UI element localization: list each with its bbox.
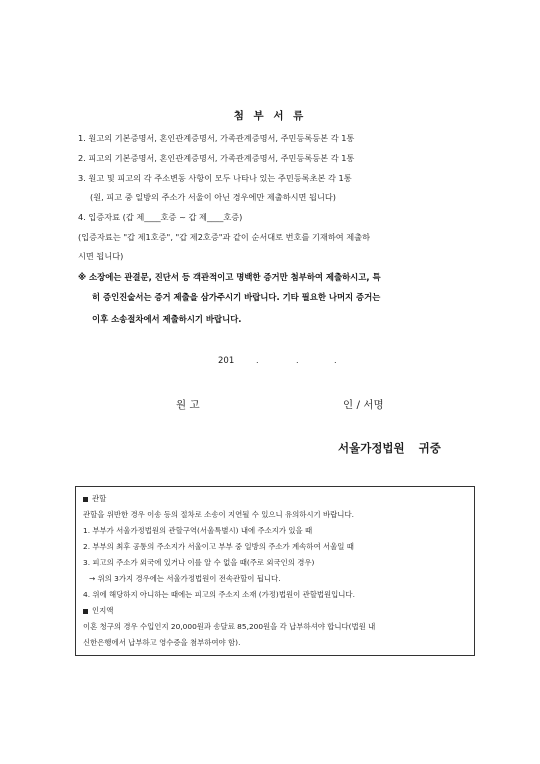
court-name: 서울가정법원: [338, 441, 405, 455]
attachment-item-4-note: (입증자료는 "갑 제1호증", "갑 제2호증"과 같이 순서대로 번호를 기재하여 제출하: [78, 232, 370, 242]
date-dot-3: .: [334, 356, 337, 365]
stamp-line-2: 신한은행에서 납부하고 영수증을 첨부하여야 함).: [83, 638, 241, 647]
attachment-item-1: 1. 원고의 기본증명서, 혼인관계증명서, 가족관계증명서, 주민등록등본 각 1통: [78, 133, 355, 143]
date-year: 201: [218, 356, 235, 366]
attachment-item-4-note-cont: 시면 됩니다): [78, 251, 124, 261]
date-dot-1: .: [256, 356, 259, 365]
jurisdiction-heading: 관할: [83, 493, 106, 504]
attachment-item-2: 2. 피고의 기본증명서, 혼인관계증명서, 가족관계증명서, 주민등록등본 각 1통: [78, 153, 355, 163]
date-dot-2: .: [296, 356, 299, 365]
info-box: [75, 486, 475, 656]
attachment-item-3: 3. 원고 및 피고의 각 주소변동 사항이 모두 나타나 있는 주민등록초본 각 1통: [78, 173, 352, 183]
court-addressee: [338, 440, 441, 456]
attachment-item-4: 4. 입증자료 (갑 제____호증 ~ 갑 제____호증): [78, 212, 243, 222]
stamp-heading: 인지액: [83, 605, 113, 616]
notice-line-1: ※ 소장에는 관결문, 진단서 등 객관적이고 명백한 증거만 첨부하여 제출하시고, 특: [78, 272, 381, 282]
jurisdiction-warning: 관할을 위반한 경우 이송 등의 절차로 소송이 지연될 수 있으니 유의하시기 바랍니다.: [83, 510, 354, 519]
jurisdiction-rule-3: 3. 피고의 주소가 외국에 있거나 이를 알 수 없을 때(주로 외국인의 경우): [83, 558, 315, 567]
notice-line-2: 히 증인진술서는 증거 제출을 삼가주시기 바랍니다. 기타 필요한 나머지 증거는: [92, 292, 381, 302]
square-bullet-icon: [83, 497, 88, 502]
attachment-item-3-note: (원, 피고 중 일방의 주소가 서울이 아닌 경우에만 제출하시면 됩니다): [90, 192, 336, 202]
filing-date: [218, 356, 337, 366]
square-bullet-icon: [83, 609, 88, 614]
jurisdiction-rule-4: 4. 위에 해당하지 아니하는 때에는 피고의 주소지 소재 (가정)법원이 관할법원입니다.: [83, 590, 355, 599]
stamp-line-1: 이혼 청구의 경우 수입인지 20,000원과 송달료 85,200원을 각 납부하셔야 합니다(법원 내: [83, 622, 376, 631]
plaintiff-label: 원 고: [176, 399, 200, 411]
court-suffix: 귀중: [418, 441, 441, 455]
notice-line-3: 이후 소송절차에서 제출하시기 바랍니다.: [92, 314, 242, 324]
jurisdiction-exclusive-note: → 위의 3가지 경우에는 서울가정법원이 전속관할이 됩니다.: [89, 574, 281, 583]
jurisdiction-rule-1: 1. 부부가 서울가정법원의 관할구역(서울특별시) 내에 주소지가 있을 때: [83, 526, 313, 535]
jurisdiction-rule-2: 2. 부부의 최후 공통의 주소지가 서울이고 부부 중 일방의 주소가 계속하여 서울일 때: [83, 542, 354, 551]
seal-signature-label: 인 / 서명: [343, 399, 384, 411]
attachments-title: 첨 부 서 류: [233, 110, 307, 122]
